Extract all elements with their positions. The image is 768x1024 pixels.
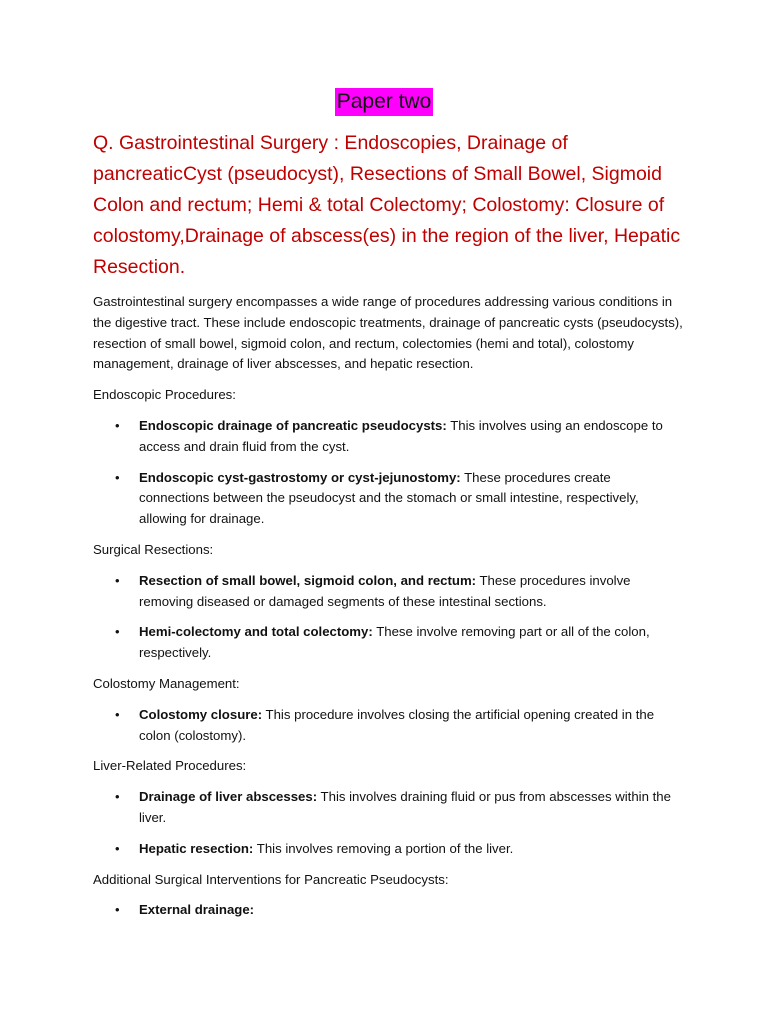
item-text: This procedure involves closing the artificial opening created in the colon (colostomy). [139,706,655,743]
section-liver [93,756,683,859]
bullet-icon: • [115,417,120,433]
question-heading: Q. Gastrointestinal Surgery : Endoscopies, Drainage of pancreaticCyst (pseudocyst), Resections of Small Bowel, Sigmoid Colon and rectum; Hemi & total Colectomy; Colostomy: Closure of colostomy,Drainage of abscess(es) in the region of the liver, Hepatic Resection. [93,132,681,278]
bullet-list [93,571,683,664]
bullet-icon: • [115,902,120,918]
section-colostomy [93,674,683,746]
section-heading: Additional Surgical Interventions for Pancreatic Pseudocysts: [93,871,449,887]
item-text: These procedures create connections between the pseudocyst and the stomach or small intestine, respectively, allowing for drainage. [139,469,639,527]
list-item [93,787,683,829]
item-text: This involves removing a portion of the liver. [253,840,514,856]
section-resections [93,540,683,664]
bullet-list [93,416,683,530]
section-additional [93,870,683,922]
bullet-icon: • [115,572,120,588]
item-term: Colostomy closure: [139,706,263,722]
intro-paragraph: Gastrointestinal surgery encompasses a wide range of procedures addressing various conditions in the digestive tract. These include endoscopic treatments, drainage of pancreatic cysts (pseudocysts), resection of small bowel, sigmoid colon, and rectum, colectomies (hemi and total), colostomy management, drainage of liver abscesses, and hepatic resection. [93,294,683,372]
list-item [93,900,683,921]
section-heading: Colostomy Management: [93,675,240,691]
list-item [93,468,683,530]
item-term: External drainage: [139,902,255,918]
title-wrap [0,88,768,116]
item-term: Hepatic resection: [139,840,254,856]
bullet-list [93,787,683,859]
section-heading: Surgical Resections: [93,541,214,557]
item-term: Hemi-colectomy and total colectomy: [139,624,373,640]
item-text: This involves using an endoscope to access and drain fluid from the cyst. [139,417,663,454]
bullet-list [93,705,683,747]
bullet-list [93,900,683,921]
section-heading: Liver-Related Procedures: [93,758,247,774]
list-item [93,839,683,860]
item-term: Resection of small bowel, sigmoid colon, and rectum: [139,572,477,588]
item-term: Endoscopic cyst-gastrostomy or cyst-jejunostomy: [139,469,461,485]
list-item [93,571,683,613]
item-term: Endoscopic drainage of pancreatic pseudocysts: [139,417,447,433]
list-item [93,416,683,458]
item-text: These involve removing part or all of the colon, respectively. [139,624,650,661]
bullet-icon: • [115,706,120,722]
list-item [93,622,683,664]
list-item [93,705,683,747]
bullet-icon: • [115,624,120,640]
page-title: Paper two [335,88,434,116]
item-term: Drainage of liver abscesses: [139,789,318,805]
bullet-icon: • [115,840,120,856]
bullet-icon: • [115,469,120,485]
item-text: This involves draining fluid or pus from abscesses within the liver. [139,789,671,825]
section-heading: Endoscopic Procedures: [93,387,236,403]
item-text: These procedures involve removing diseased or damaged segments of these intestinal sections. [139,572,631,609]
bullet-icon: • [115,789,120,805]
section-endoscopic [93,385,683,530]
document-body [93,292,683,931]
